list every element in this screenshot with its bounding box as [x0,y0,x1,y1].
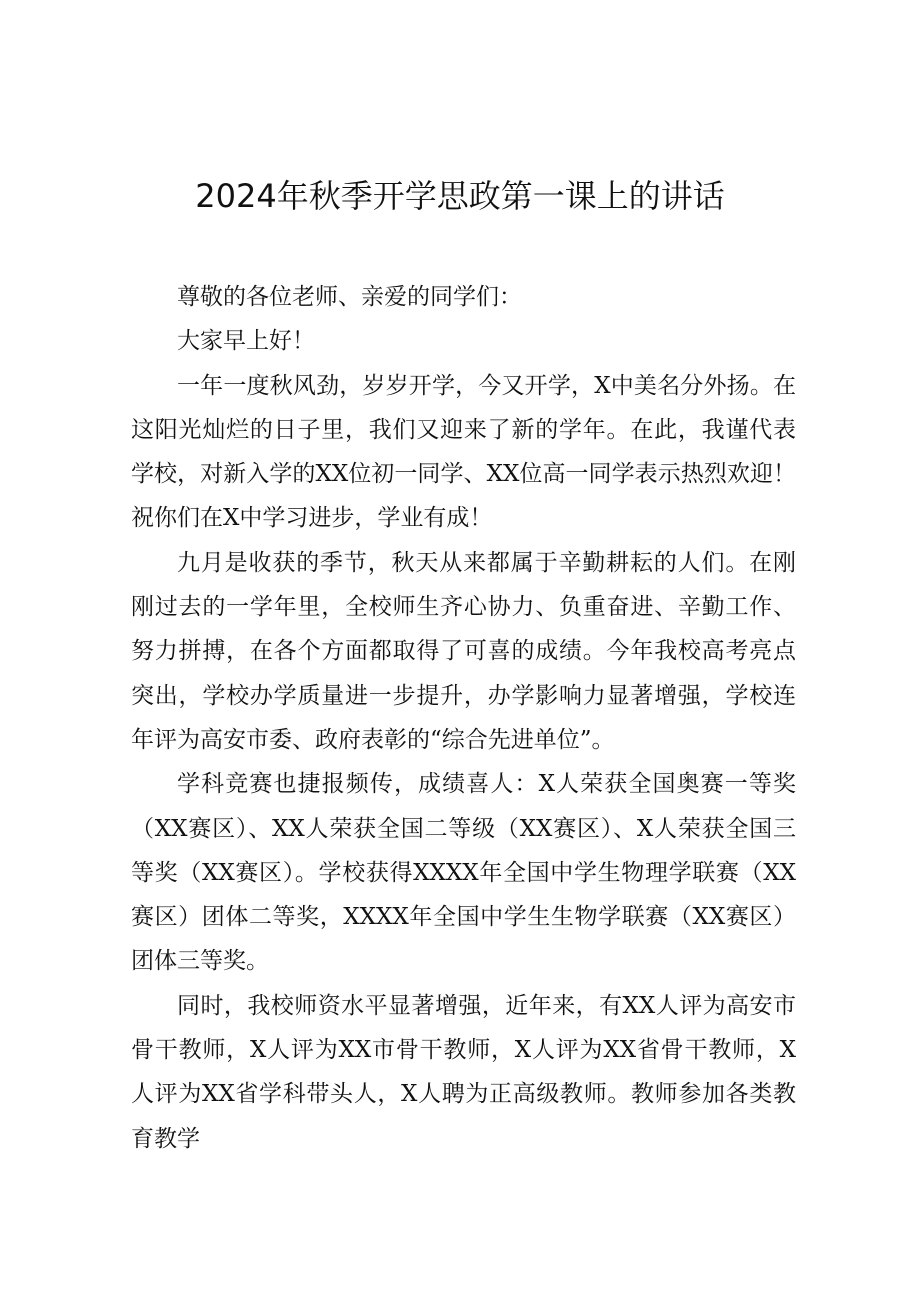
body-paragraph-achievements: 九月是收获的季节，秋天从来都属于辛勤耕耘的人们。在刚刚过去的一学年里，全校师生齐心协力、负重奋进、辛勤工作、努力拼搏，在各个方面都取得了可喜的成绩。今年我校高考亮点突出，学校办学质量进一步提升，办学影响力显著增强，学校连年评为高安市委、政府表彰的“综合先进单位”。 [131,549,796,753]
document-title: 2024年秋季开学思政第一课上的讲话 [195,177,725,215]
document-body [131,275,796,1161]
body-paragraph-competitions: 学科竞赛也捷报频传，成绩喜人：X人荣获全国奥赛一等奖（XX赛区）、XX人荣获全国二等级（XX赛区）、X人荣获全国三等奖（XX赛区）。学校获得XXXX年全国中学生物理学联赛（XX赛区）团体二等奖，XXXX年全国中学生生物学联赛（XX赛区）团体三等奖。 [131,771,796,975]
greeting-paragraph: 大家早上好！ [177,328,315,355]
body-paragraph-teachers: 同时，我校师资水平显著增强，近年来，有XX人评为高安市骨干教师，X人评为XX市骨干教师，X人评为XX省骨干教师，X人评为XX省学科带头人，X人聘为正高级教师。教师参加各类教育教学 [131,992,796,1152]
body-paragraph-welcome: 一年一度秋风劲，岁岁开学，今又开学，X中美名分外扬。在这阳光灿烂的日子里，我们又迎来了新的学年。在此，我谨代表学校，对新入学的XX位初一同学、XX位高一同学表示热烈欢迎！祝你们在X中学习进步，学业有成！ [131,372,796,532]
salutation-paragraph: 尊敬的各位老师、亲爱的同学们： [177,284,522,310]
